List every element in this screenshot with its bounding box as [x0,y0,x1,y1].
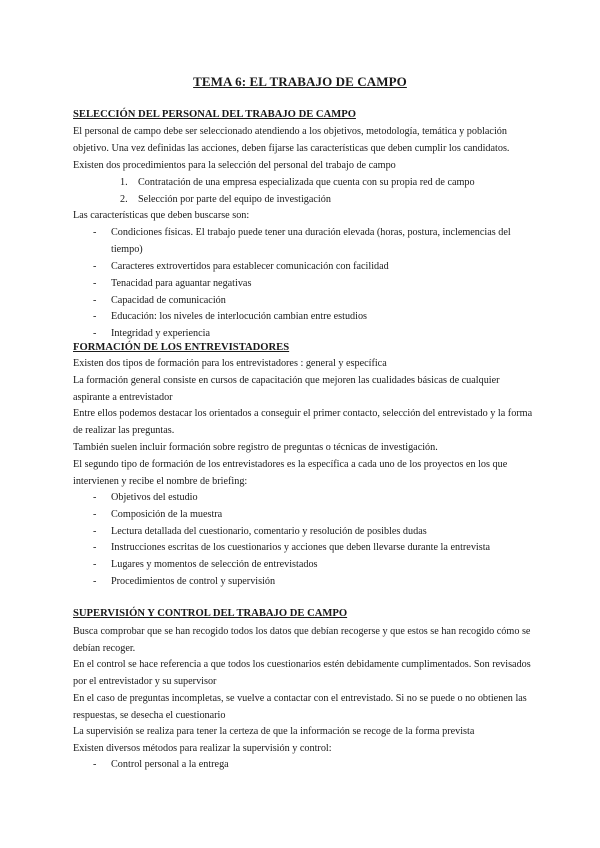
paragraph: También suelen incluir formación sobre registro de preguntas o técnicas de investigación. [73,442,438,453]
dash-bullet: - [93,759,97,770]
section-heading-formacion: FORMACIÓN DE LOS ENTREVISTADORES [73,342,290,353]
item-text: Educación: los niveles de interlocución cambian entre estudios [111,311,368,322]
paragraph: Existen dos procedimientos para la selección del personal del trabajo de campo [73,160,396,171]
section-heading-supervision: SUPERVISIÓN Y CONTROL DEL TRABAJO DE CAMPO [73,608,348,619]
dash-bullet: - [93,526,97,537]
item-text: Instrucciones escritas de los cuestionarios y acciones que deben llevarse durante la entrevista [111,542,491,553]
item-text: Condiciones físicas. El trabajo puede tener una duración elevada (horas, postura, inclemencias del tiempo) [111,227,511,255]
item-text: Composición de la muestra [111,509,223,520]
dash-bullet: - [93,261,97,272]
item-text: Contratación de una empresa especializada que cuenta con su propia red de campo [138,177,475,188]
item-text: Lectura detallada del cuestionario, comentario y resolución de posibles dudas [111,526,427,537]
paragraph: El segundo tipo de formación de los entrevistadores es la específica a cada uno de los proyectos en los que intervienen y recibe el nombre de briefing: [73,459,508,487]
section-heading-seleccion: SELECCIÓN DEL PERSONAL DEL TRABAJO DE CAMPO [73,109,356,120]
dash-bullet: - [93,492,97,503]
item-text: Selección por parte del equipo de investigación [138,194,331,205]
paragraph: La supervisión se realiza para tener la certeza de que la información se recoge de la forma prevista [73,726,475,737]
dash-bullet: - [93,227,97,238]
dash-bullet: - [93,542,97,553]
item-text: Objetivos del estudio [111,492,198,503]
item-text: Tenacidad para aguantar negativas [111,278,252,289]
item-number: 2. [120,194,128,205]
item-text: Lugares y momentos de selección de entrevistados [111,559,318,570]
item-text: Control personal a la entrega [111,759,229,770]
paragraph: Las características que deben buscarse son: [73,210,250,221]
item-text: Integridad y experiencia [111,328,210,339]
paragraph: El personal de campo debe ser seleccionado atendiendo a los objetivos, metodología, temática y población objetivo. Una vez definidas las acciones, deben fijarse las características que deben cumplir los candidatos. [73,126,510,154]
item-text: Caracteres extrovertidos para establecer comunicación con facilidad [111,261,389,272]
dash-bullet: - [93,509,97,520]
dash-bullet: - [93,559,97,570]
dash-bullet: - [93,328,97,339]
item-number: 1. [120,177,128,188]
paragraph: Entre ellos podemos destacar los orientados a conseguir el primer contacto, selección del entrevistado y la forma de realizar las preguntas. [73,408,533,436]
paragraph: Existen diversos métodos para realizar la supervisión y control: [73,743,332,754]
dash-bullet: - [93,576,97,587]
item-text: Capacidad de comunicación [111,295,226,306]
dash-bullet: - [93,295,97,306]
dash-bullet: - [93,278,97,289]
item-text: Procedimientos de control y supervisión [111,576,276,587]
paragraph: En el caso de preguntas incompletas, se vuelve a contactar con el entrevistado. Si no se puede o no obtienen las respuestas, se desecha el cuestionario [73,693,527,721]
paragraph: La formación general consiste en cursos de capacitación que mejoren las cualidades básicas de cualquier aspirante a entrevistador [73,375,500,403]
paragraph: En el control se hace referencia a que todos los cuestionarios estén debidamente cumplimentados. Son revisados por el entrevistador y su supervisor [73,659,531,687]
paragraph: Existen dos tipos de formación para los entrevistadores : general y específica [73,358,387,369]
page-title: TEMA 6: EL TRABAJO DE CAMPO [193,74,407,89]
dash-bullet: - [93,311,97,322]
paragraph: Busca comprobar que se han recogido todos los datos que debían recogerse y que estos se han recogido cómo se debían recoger. [73,626,531,654]
